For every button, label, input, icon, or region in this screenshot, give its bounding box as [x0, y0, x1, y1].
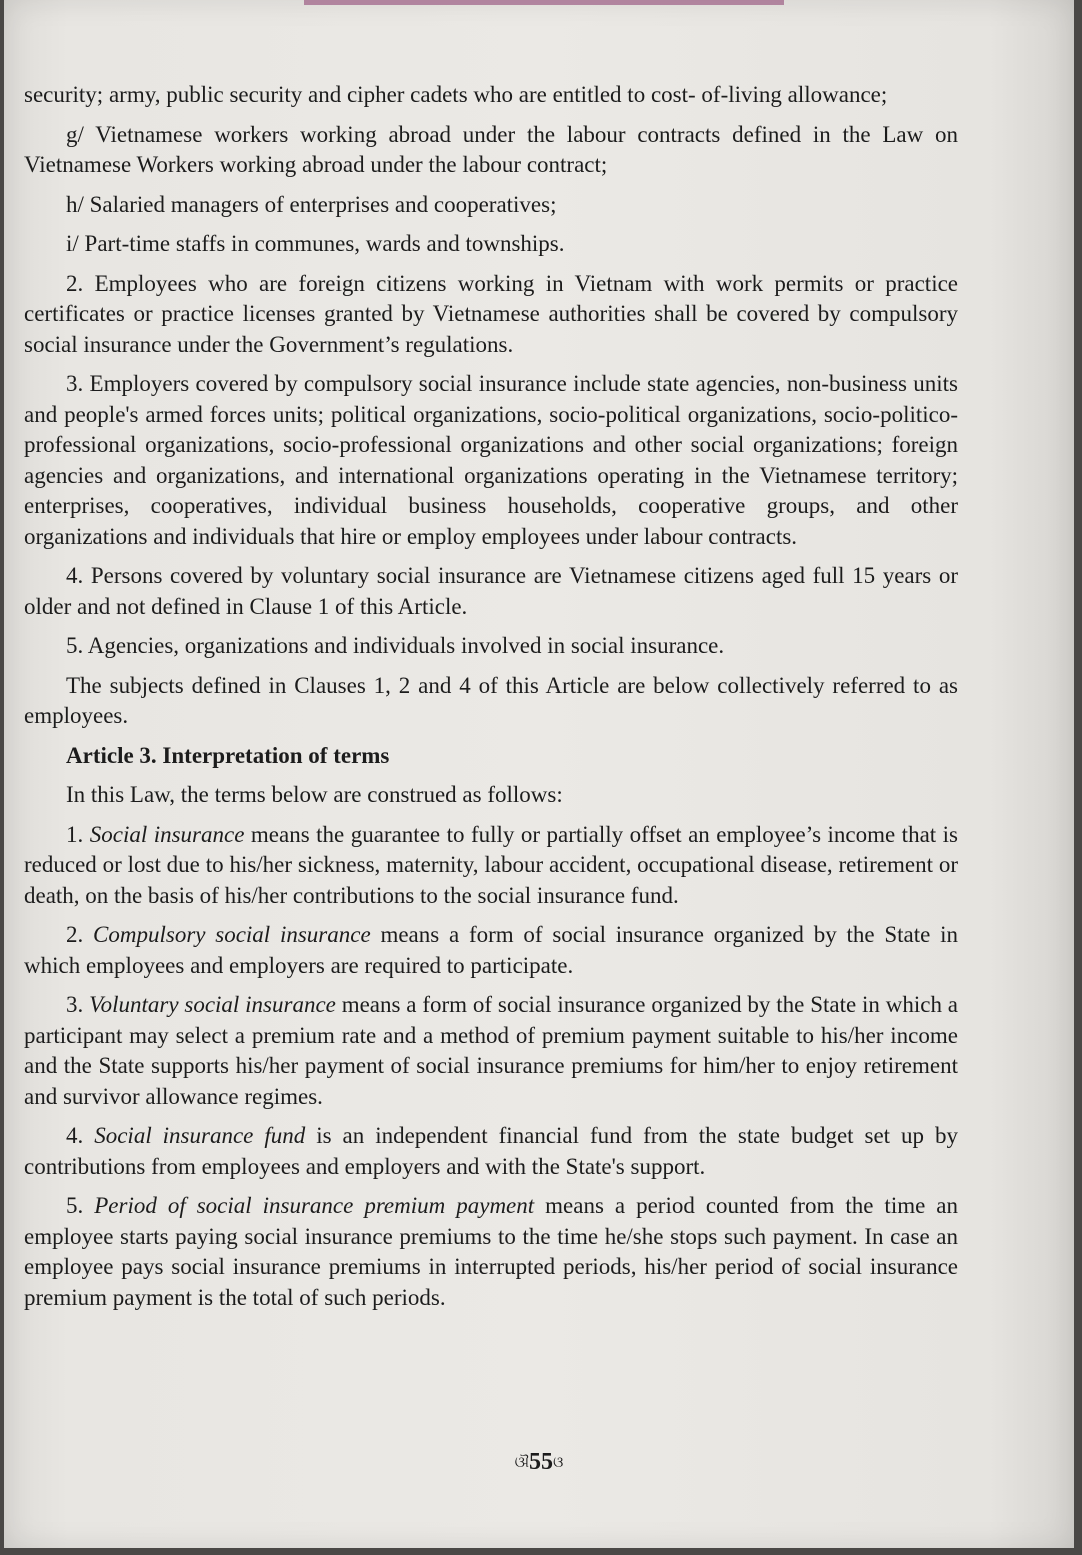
term-definition-4 — [24, 1121, 958, 1182]
term-number: 1. — [66, 821, 90, 847]
term-name: Voluntary social insurance — [89, 992, 336, 1017]
term-name: Social insurance — [89, 821, 245, 847]
term-name: Period of social insurance premium payment — [94, 1193, 535, 1218]
term-name: Compulsory social insurance — [93, 922, 371, 947]
term-definition-1 — [24, 820, 958, 912]
paragraph-g: g/ Vietnamese workers working abroad under the labour contracts defined in the Law on Vietnamese Workers working abroad under the labour contract; — [24, 121, 958, 177]
term-number: 4. — [66, 1123, 95, 1148]
term-definition-5 — [24, 1191, 958, 1313]
page-number: 55 — [529, 1449, 554, 1475]
paragraph-h: h/ Salaried managers of enterprises and cooperatives; — [66, 191, 557, 217]
ornament-right-icon: ଓ — [553, 1455, 564, 1471]
paragraph-clause-2: 2. Employees who are foreign citizens working in Vietnam with work permits or practice certificates or practice licenses granted by Vietnamese authorities shall be covered by compulsory social insurance under the Government’s regulations. — [24, 270, 958, 357]
paragraph-clause-3: 3. Employers covered by compulsory social insurance include state agencies, non-business units and people's armed forces units; political organizations, socio-political organizations, socio-politico-professional organizations, socio-professional organizations and other social organizations; foreign agencies and organizations, and international organizations operating in the Vietnamese territory; enterprises, cooperatives, individual business households, cooperative groups, and other organizations and individuals that hire or employ employees under labour contracts. — [24, 371, 958, 549]
document-page — [4, 0, 1074, 1548]
top-color-band — [304, 0, 784, 5]
term-name: Social insurance fund — [94, 1123, 306, 1148]
term-text: means a form of social insurance organized by the State in which employees and employers are required to participate. — [24, 922, 958, 978]
paragraph-clause-5: 5. Agencies, organizations and individuals involved in social insurance. — [66, 633, 725, 658]
term-text: means a form of social insurance organized by the State in which a participant may select a premium rate and a method of premium payment suitable to his/her income and the State supports his/her payment of social insurance premiums for him/her to enjoy retirement and survivor allowance regimes. — [24, 992, 959, 1109]
term-number: 2. — [66, 922, 94, 947]
term-text: means a period counted from the time an employee starts paying social insurance premiums to the time he/she stops such payment. In case an employee pays social insurance premiums in interrupted periods, his/her period of social insurance premium payment is the total of such periods. — [24, 1193, 958, 1310]
term-text: means the guarantee to fully or partially offset an employee’s income that is reduced or lost due to his/her sickness, maternity, labour accident, occupational disease, retirement or death, on the basis of his/her contributions to the social insurance fund. — [24, 821, 958, 908]
term-definition-2 — [24, 920, 958, 981]
paragraph-subjects-note: The subjects defined in Clauses 1, 2 and 4 of this Article are below collectively referred to as employees. — [24, 672, 958, 728]
article-3-heading: Article 3. Interpretation of terms — [66, 742, 390, 768]
article-3-intro: In this Law, the terms below are construed as follows: — [66, 782, 563, 807]
term-definition-3 — [24, 990, 958, 1112]
term-number: 3. — [66, 992, 90, 1017]
term-number: 5. — [66, 1193, 95, 1218]
page-number-footer — [4, 1449, 1074, 1476]
term-text: is an independent financial fund from the state budget set up by contributions from employees and employers and with the State's support. — [24, 1123, 958, 1179]
page-content — [24, 80, 958, 1322]
paragraph-f-continued: security; army, public security and cipher cadets who are entitled to cost- of-living allowance; — [24, 82, 888, 107]
ornament-left-icon: ଔ — [514, 1455, 530, 1471]
paragraph-i: i/ Part-time staffs in communes, wards and townships. — [66, 231, 565, 256]
paragraph-clause-4: 4. Persons covered by voluntary social insurance are Vietnamese citizens aged full 15 years or older and not defined in Clause 1 of this Article. — [24, 563, 958, 619]
